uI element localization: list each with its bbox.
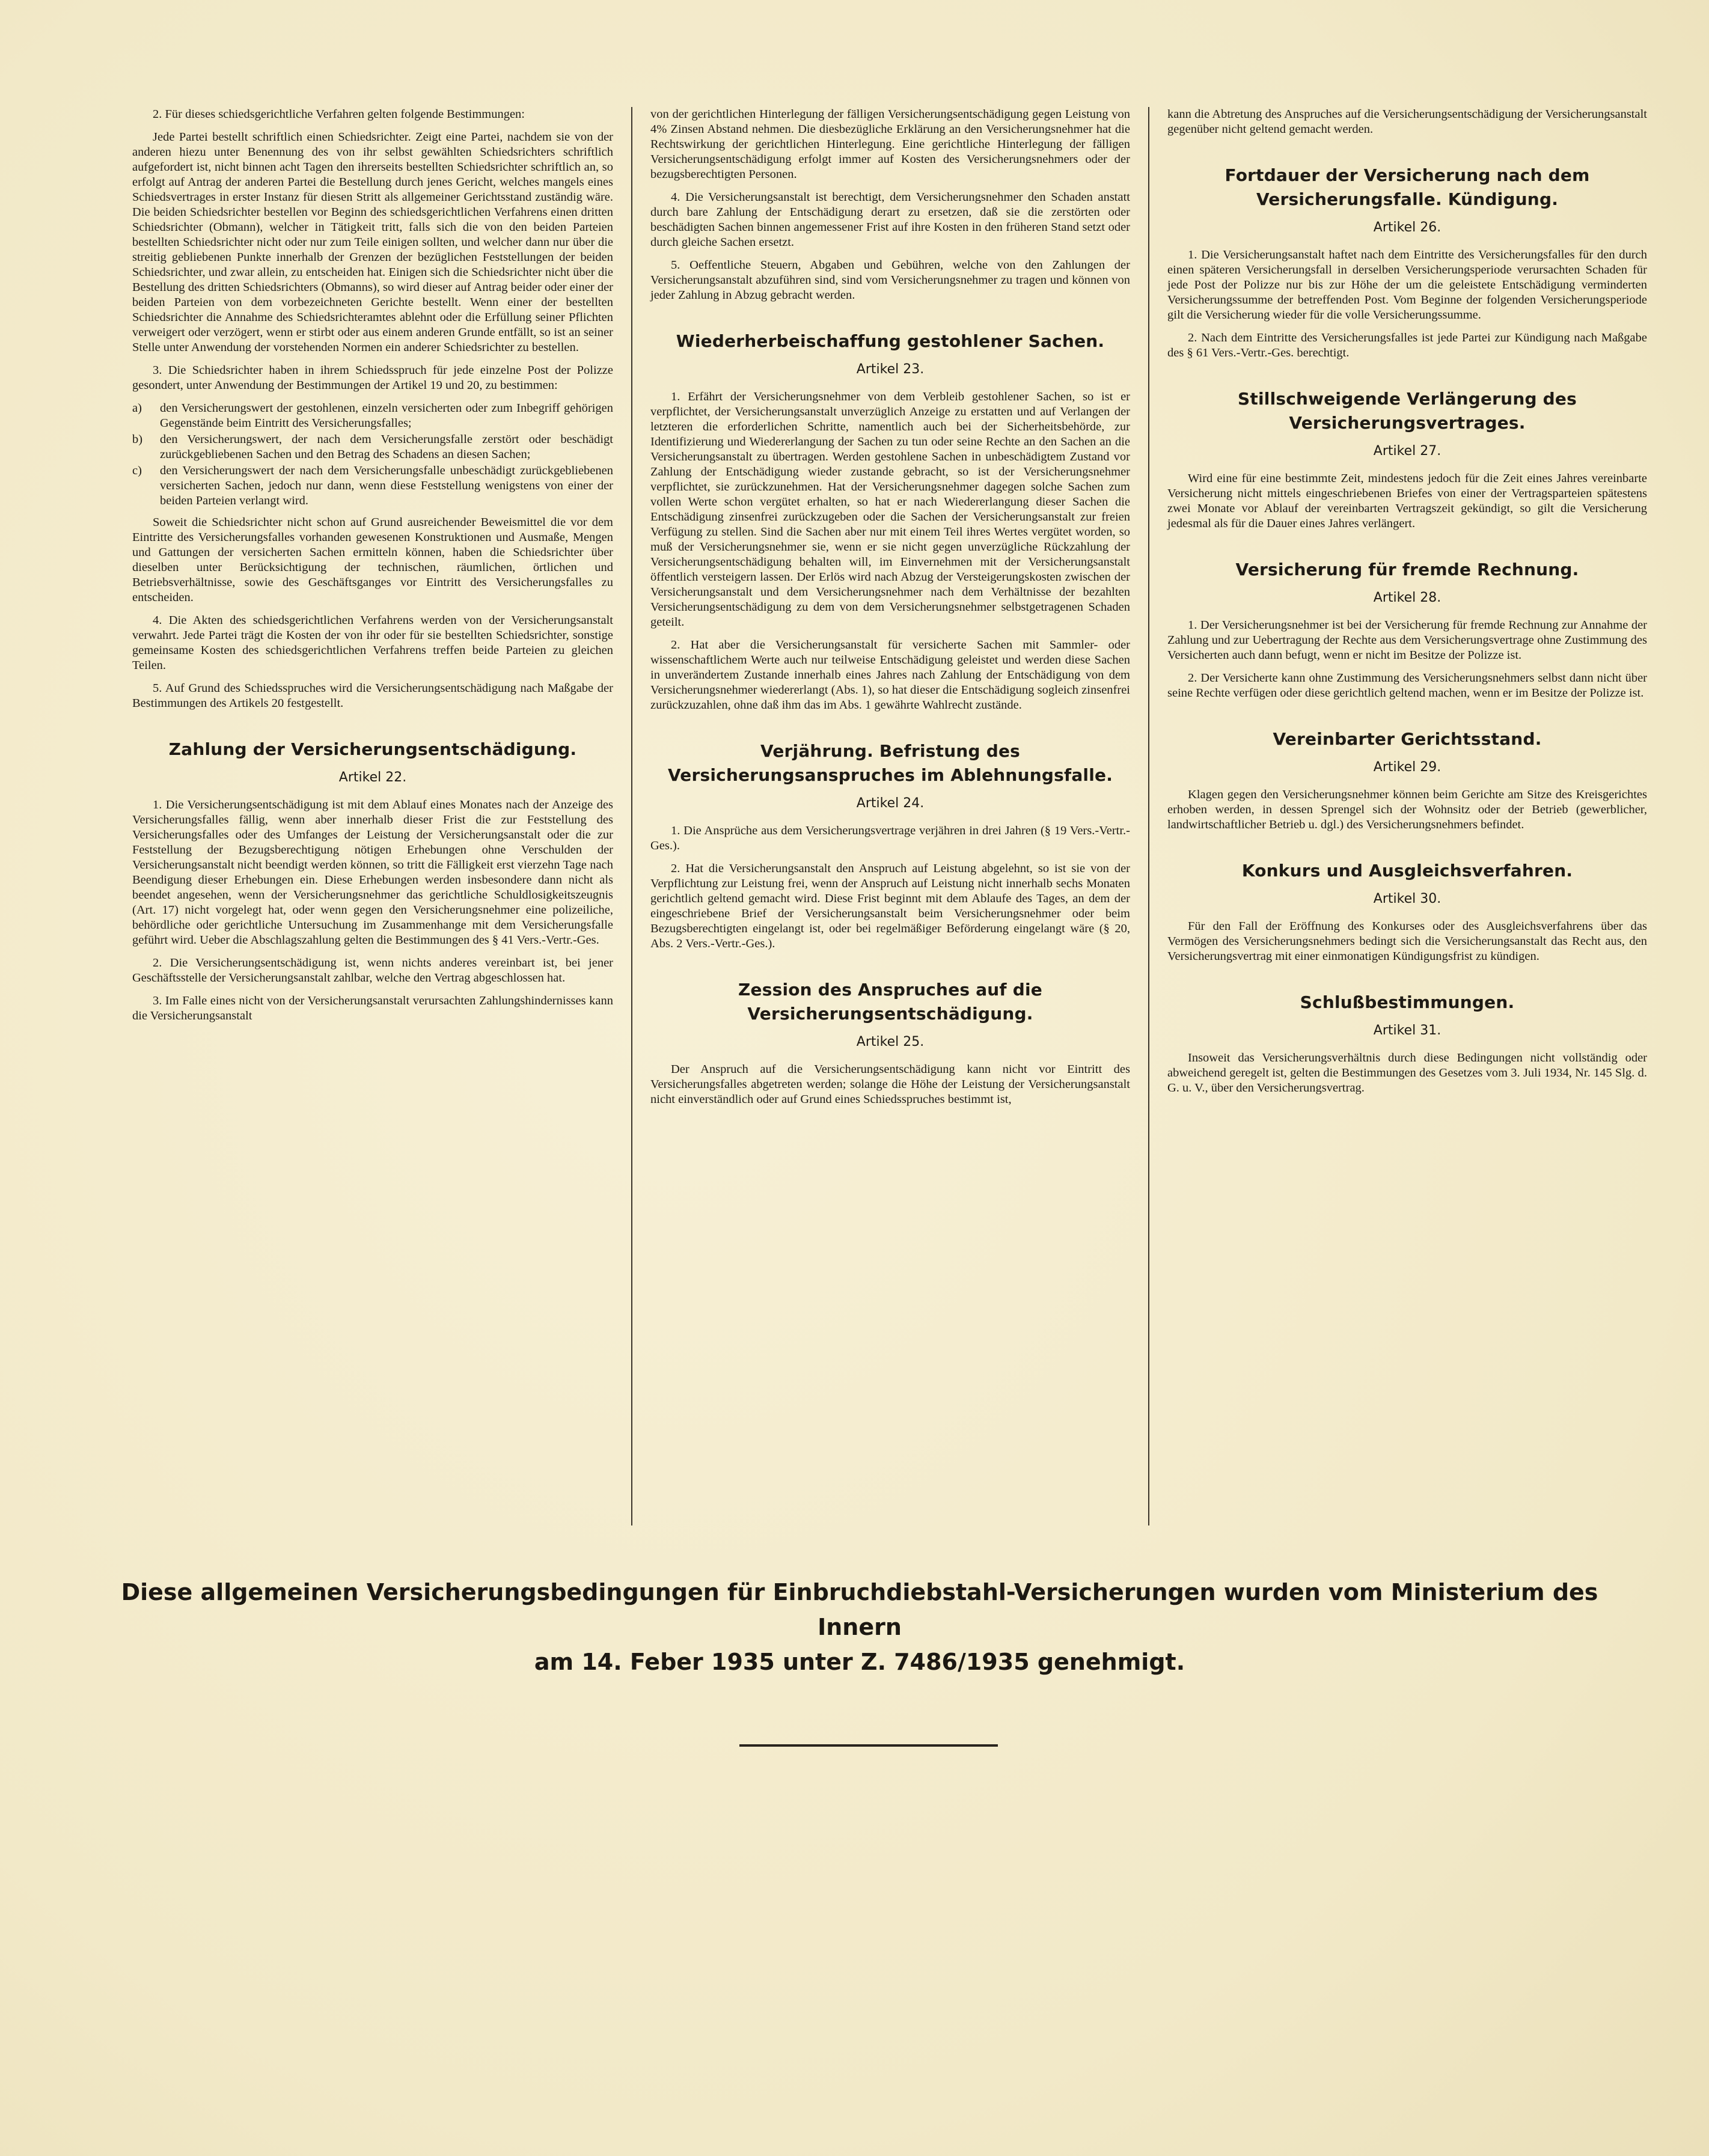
article-28-heading: Artikel 28.: [1373, 590, 1441, 605]
approval-line-1: Diese allgemeinen Versicherungsbedingungen für Einbruchdiebstahl-Versicherungen wurden vom Ministerium des Innern: [121, 1579, 1598, 1640]
paragraph-2-intro: 2. Für dieses schiedsgerichtliche Verfahren gelten folgende Bestimmungen:: [153, 108, 525, 121]
paragraph-24-2: 2. Hat die Versicherungsanstalt den Anspruch auf Leistung abgelehnt, so ist sie von der Verpflichtung zur Leistung frei, wenn der Anspruch auf Leistung nicht innerhalb sechs Monaten gerichtlich geltend gemacht wird. Diese Frist beginnt mit dem Ablaufe des Tages, an dem der eingeschriebene Brief der Versicherungsanstalt beim Versicherungsnehmer oder beim Bezugsberechtigten eingelangt ist, oder bei regelmäßiger Beförderung eingelangt wäre (§ 20, Abs. 2 Vers.-Vertr.-Ges.).: [650, 862, 1130, 950]
paragraph-23-2: 2. Hat aber die Versicherungsanstalt für versicherte Sachen mit Sammler- oder wissenschaftlichem Werte auch nur teilweise Entschädigung geleistet und werden diese Sachen in unverändertem Zustande innerhalb eines Jahres nach Zahlung der Entschädigung von dem Versicherungsnehmer wiedererlangt (Abs. 1), so hat dieser die Entschädigung sogleich zinsenfrei zurückzuzahlen, ohne daß ihm das im Abs. 1 gewährte Wahlrecht zustände.: [650, 638, 1130, 712]
paragraph-26-2: 2. Nach dem Eintritte des Versicherungsfalles ist jede Partei zur Kündigung nach Maßgabe des § 61 Vers.-Vertr.-Ges. berechtigt.: [1167, 331, 1647, 359]
article-29-heading: Artikel 29.: [1373, 760, 1441, 775]
closing-rule: [739, 1744, 998, 1747]
paragraph-28-1: 1. Der Versicherungsnehmer ist bei der Versicherung für fremde Rechnung zur Annahme der Zahlung und zur Uebertragung der Rechte aus dem Versicherungsvertrage ohne Zustimmung des Versicherten auch dann befugt, wenn er nicht im Besitze der Polizze ist.: [1167, 618, 1647, 662]
paragraph-27: Wird eine für eine bestimmte Zeit, mindestens jedoch für die Zeit eines Jahres vereinbarte Versicherung nicht mittels eingeschriebenen Briefes von einer der Vertragsparteien spätestens zwei Monate vor Ablauf der vereinbarten Vertragszeit gekündigt, so gilt die Versicherung jedesmal als für die Dauer eines Jahres verlängert.: [1167, 472, 1647, 530]
section-heading-wiederherbeischaffung: Wiederherbeischaffung gestohlener Sachen.: [676, 331, 1105, 351]
paragraph-22-5: 5. Oeffentliche Steuern, Abgaben und Gebühren, welche von den Zahlungen der Versicherungsanstalt abzuführen sind, sind vom Versicherungsnehmer zu tragen und können von jeder Zahlung in Abzug gebracht werden.: [650, 258, 1130, 302]
paragraph-3: 3. Die Schiedsrichter haben in ihrem Schiedsspruch für jede einzelne Post der Polizze gesondert, unter Anwendung der Bestimmungen der Artikel 19 und 20, zu bestimmen:: [132, 364, 613, 392]
list-text-b: den Versicherungswert, der nach dem Versicherungsfalle zerstört oder beschädigt zurückgebliebenen Sachen und den Betrag des Schadens an diesen Sachen;: [160, 433, 613, 461]
paragraph-25-continued: kann die Abtretung des Anspruches auf die Versicherungsentschädigung der Versicherungsanstalt gegenüber nicht geltend gemacht werden.: [1167, 108, 1647, 136]
article-31-heading: Artikel 31.: [1373, 1023, 1441, 1038]
paragraph-23-1: 1. Erfährt der Versicherungsnehmer von dem Verbleib gestohlener Sachen, so ist er verpflichtet, der Versicherungsanstalt unverzüglich Anzeige zu erstatten und auf Verlangen der letzteren die erforderlichen Schritte, namentlich auch bei der Sicherheitsbehörde, zur Identifizierung und Wiedererlangung der Sachen zu tun oder seine Rechte an den Sachen an die Versicherungsanstalt zu übertragen. Werden gestohlene Sachen in unbeschädigtem Zustand vor Zahlung der Entschädigung wieder zustande gebracht, so ist der Versicherungsnehmer verpflichtet, sie zurückzunehmen. Hat der Versicherungsnehmer dagegen solche Sachen zum vollen Werte schon vergütet erhalten, so hat er nach Wiedererlangung dieser Sachen die Entschädigung zinsenfrei zurückzugeben oder die Sachen der Versicherungsanstalt zur freien Verfügung zu stellen. Sind die Sachen aber nur mit einem Teil ihres Wertes vergütet worden, so muß der Versicherungsnehmer sie, wenn er sie nicht gegen unverzügliche Rückzahlung der Versicherungsentschädigung behalten will, im Einvernehmen mit der Versicherungsanstalt öffentlich versteigern lassen. Der Erlös wird nach Abzug der Versteigerungskosten zwischen der Versicherungsanstalt und dem Versicherungsnehmer nach dem Verhältnisse der bezahlten Versicherungsentschädigung zu dem von dem Versicherungsnehmer selbstgetragenen Schaden geteilt.: [650, 390, 1130, 629]
paragraph-4: 4. Die Akten des schiedsgerichtlichen Verfahrens werden von der Versicherungsanstalt verwahrt. Jede Partei trägt die Kosten der von ihr oder für sie bestellten Schiedsrichter, sonstige gemeinsame Kosten des schiedsgerichtlichen Verfahrens treffen beide Parteien zu gleichen Teilen.: [132, 614, 613, 672]
paragraph-22-3-continued: von der gerichtlichen Hinterlegung der fälligen Versicherungsentschädigung gegen Leistung von 4% Zinsen Abstand nehmen. Die diesbezügliche Erklärung an den Versicherungsnehmer hat die Rechtswirkung der gerichtlichen Hinterlegung. Eine gerichtliche Hinterlegung der fälligen Versicherungsentschädigung erfolgt immer auf Kosten des Versicherungsnehmers oder der bezugsberechtigten Personen.: [650, 108, 1130, 181]
list-label-c: c): [132, 464, 142, 477]
article-25-heading: Artikel 25.: [856, 1034, 925, 1049]
article-30-heading: Artikel 30.: [1373, 891, 1441, 906]
paragraph-26-1: 1. Die Versicherungsanstalt haftet nach dem Eintritte des Versicherungsfalles für den durch einen späteren Versicherungsfall in derselben Versicherungsperiode verursachten Schaden für jede Post der Polizze nur bis zur Höhe der um die geleistete Entschädigung verminderten Versicherungssumme der betreffenden Post. Vom Beginne der folgenden Versicherungsperiode gilt die Versicherung wieder für die volle Versicherungssumme.: [1167, 248, 1647, 322]
column-right: [1148, 107, 1665, 1525]
list-item-a: [132, 401, 613, 431]
paragraph-5: 5. Auf Grund des Schiedsspruches wird die Versicherungsentschädigung nach Maßgabe der Bestimmungen des Artikels 20 festgestellt.: [132, 682, 613, 710]
three-column-body: [114, 107, 1665, 1525]
section-heading-zahlung: Zahlung der Versicherungsentschädigung.: [168, 739, 577, 759]
article-24-heading: Artikel 24.: [856, 796, 925, 811]
list-label-a: a): [132, 402, 142, 415]
article-22-heading: Artikel 22.: [338, 770, 407, 785]
paragraph-28-2: 2. Der Versicherte kann ohne Zustimmung des Versicherungsnehmers selbst dann nicht über seine Rechte verfügen oder diese gerichtlich geltend machen, wenn er im Besitze der Polizze ist.: [1167, 671, 1647, 700]
paragraph-24-1: 1. Die Ansprüche aus dem Versicherungsvertrage verjähren in drei Jahren (§ 19 Vers.-Vertr.-Ges.).: [650, 824, 1130, 852]
paragraph-22-1: 1. Die Versicherungsentschädigung ist mit dem Ablauf eines Monates nach der Anzeige des Versicherungsfalles fällig, wenn aber innerhalb dieser Frist die zur Feststellung des Versicherungsfalles oder des Umfanges der Leistung der Versicherungsanstalt oder die zur Feststellung der Bezugsberechtigung nötigen Erhebungen ohne Verschulden der Versicherungsanstalt nicht beendigt werden können, so tritt die Fälligkeit erst vierzehn Tage nach Beendigung dieser Erhebungen ein. Diese Erhebungen werden insbesondere dann nicht als beendet angesehen, wenn der Versicherungsnehmer das gerichtliche Schuldlosigkeitszeugnis (Art. 17) nicht vorgelegt hat, oder wenn gegen den Versicherungsnehmer eine polizeiliche, behördliche oder gerichtliche Untersuchung im Zusammenhange mit dem Versicherungsfalle geführt wird. Ueber die Abschlagszahlung gelten die Bestimmungen des § 41 Vers.-Vertr.-Ges.: [132, 798, 613, 947]
paragraph-29: Klagen gegen den Versicherungsnehmer können beim Gerichte am Sitze des Kreisgerichtes erhoben werden, in dessen Sprengel sich der Wohnsitz oder der Betrieb (gewerblicher, landwirtschaftlicher Betrieb u. dgl.) des Versicherungsnehmers befindet.: [1167, 788, 1647, 831]
section-heading-zession: Zession des Anspruches auf die Versicherungsentschädigung.: [738, 980, 1042, 1024]
list-text-c: den Versicherungswert der nach dem Versicherungsfalle unbeschädigt zurückgebliebenen versicherten Sachen, jedoch nur dann, wenn diese Feststellung wenigstens von einer der beiden Parteien verlangt wird.: [160, 464, 613, 507]
list-item-c: [132, 463, 613, 508]
article-27-heading: Artikel 27.: [1373, 444, 1441, 459]
section-heading-stillschweigend: Stillschweigende Verlängerung des Versicherungsvertrages.: [1238, 389, 1577, 433]
section-heading-fortdauer: Fortdauer der Versicherung nach dem Versicherungsfalle. Kündigung.: [1224, 165, 1590, 209]
paragraph-jede-partei: Jede Partei bestellt schriftlich einen Schiedsrichter. Zeigt eine Partei, nachdem sie von der anderen hiezu unter Benennung des von ihr selbst gewählten Schiedsrichters schriftlich aufgefordert ist, nicht binnen acht Tagen den ihrerseits bestellten Schiedsrichter schriftlich an, so erfolgt auf Antrag der anderen Partei die Bestellung durch jenes Gericht, welches mangels eines Schiedsvertrages in erster Instanz für diesen Stritt als allgemeiner Gerichtsstand zuständig wäre. Die beiden Schiedsrichter bestellen vor Beginn des schiedsgerichtlichen Verfahrens einen dritten Schiedsrichter (Obmann), welcher in Tätigkeit tritt, falls sich die von den beiden Parteien bestellten Schiedsrichter nicht oder nur zum Teile einigen sollten, und welcher dann nur über die streitig gebliebenen Punkte innerhalb der Grenzen der bezüglichen Feststellungen der beiden Schiedsrichter, und zwar allein, zu entscheiden hat. Einigen sich die Schiedsrichter nicht über die Bestellung des dritten Schiedsrichters (Obmanns), so wird dieser auf Antrag beider oder einer der beiden Parteien von dem vorbezeichneten Gerichte bestellt. Wenn einer der bestellten Schiedsrichter die Annahme des Schiedsrichteramtes ablehnt oder die Erfüllung seiner Pflichten verweigert oder verzögert, wenn er stirbt oder aus einem anderen Grunde entfällt, so ist an seiner Stelle unter Anwendung der vorstehenden Normen ein anderer Schiedsrichter zu bestellen.: [132, 130, 613, 354]
list-text-a: den Versicherungswert der gestohlenen, einzeln versicherten oder zum Inbegriff gehörigen Gegenstände beim Eintritt des Versicherungsfalles;: [160, 402, 613, 430]
list-item-b: [132, 432, 613, 462]
approval-statement: [90, 1575, 1629, 1679]
paragraph-25: Der Anspruch auf die Versicherungsentschädigung kann nicht vor Eintritt des Versicherungsfalles abgetreten werden; solange die Höhe der Leistung der Versicherungsanstalt nicht einverständlich oder auf Grund eines Schiedsspruches bestimmt ist,: [650, 1063, 1130, 1106]
paragraph-soweit: Soweit die Schiedsrichter nicht schon auf Grund ausreichender Beweismittel die vor dem Eintritte des Versicherungsfalles vorhanden gewesenen Konstruktionen und Ausmaße, Mengen und Gattungen der versicherten Sachen ermitteln können, haben die Schiedsrichter über dieselben unter Berücksichtigung der technischen, räumlichen, örtlichen und Betriebsverhältnisse, sowie des Geschäftsganges vor Eintritt des Versicherungsfalles zu entscheiden.: [132, 516, 613, 604]
column-middle: [631, 107, 1148, 1525]
section-heading-schluss: Schlußbestimmungen.: [1300, 992, 1515, 1012]
article-23-heading: Artikel 23.: [856, 362, 925, 377]
section-heading-verjaehrung: Verjährung. Befristung des Versicherungsanspruches im Ablehnungsfalle.: [667, 741, 1113, 785]
list-label-b: b): [132, 433, 143, 446]
paragraph-22-2: 2. Die Versicherungsentschädigung ist, wenn nichts anderes vereinbart ist, bei jener Geschäftsstelle der Versicherungsanstalt zahlbar, welche den Vertrag abgeschlossen hat.: [132, 956, 613, 985]
paragraph-22-4: 4. Die Versicherungsanstalt ist berechtigt, dem Versicherungsnehmer den Schaden anstatt durch bare Zahlung der Entschädigung derart zu ersetzen, daß sie die zerstörten oder beschädigten Sachen binnen angemessener Frist auf ihre Kosten in den früheren Stand setzt oder durch gleiche Sachen ersetzt.: [650, 191, 1130, 249]
section-heading-fremde-rechnung: Versicherung für fremde Rechnung.: [1235, 560, 1579, 579]
section-heading-gerichtsstand: Vereinbarter Gerichtsstand.: [1273, 729, 1542, 749]
paragraph-31: Insoweit das Versicherungsverhältnis durch diese Bedingungen nicht vollständig oder abweichend geregelt ist, gelten die Bestimmungen des Gesetzes vom 3. Juli 1934, Nr. 145 Slg. d. G. u. V., über den Versicherungsvertrag.: [1167, 1051, 1647, 1095]
approval-line-2: am 14. Feber 1935 unter Z. 7486/1935 genehmigt.: [534, 1649, 1185, 1675]
paragraph-22-3: 3. Im Falle eines nicht von der Versicherungsanstalt verursachten Zahlungshindernisses kann die Versicherungsanstalt: [132, 994, 613, 1022]
column-left: [114, 107, 631, 1525]
section-heading-konkurs: Konkurs und Ausgleichsverfahren.: [1241, 861, 1573, 881]
article-26-heading: Artikel 26.: [1373, 220, 1441, 235]
paragraph-30: Für den Fall der Eröffnung des Konkurses oder des Ausgleichsverfahrens über das Vermögen des Versicherungsnehmers bedingt sich die Versicherungsanstalt das Recht aus, den Versicherungsvertrag mit einer einmonatigen Kündigungsfrist zu kündigen.: [1167, 920, 1647, 963]
